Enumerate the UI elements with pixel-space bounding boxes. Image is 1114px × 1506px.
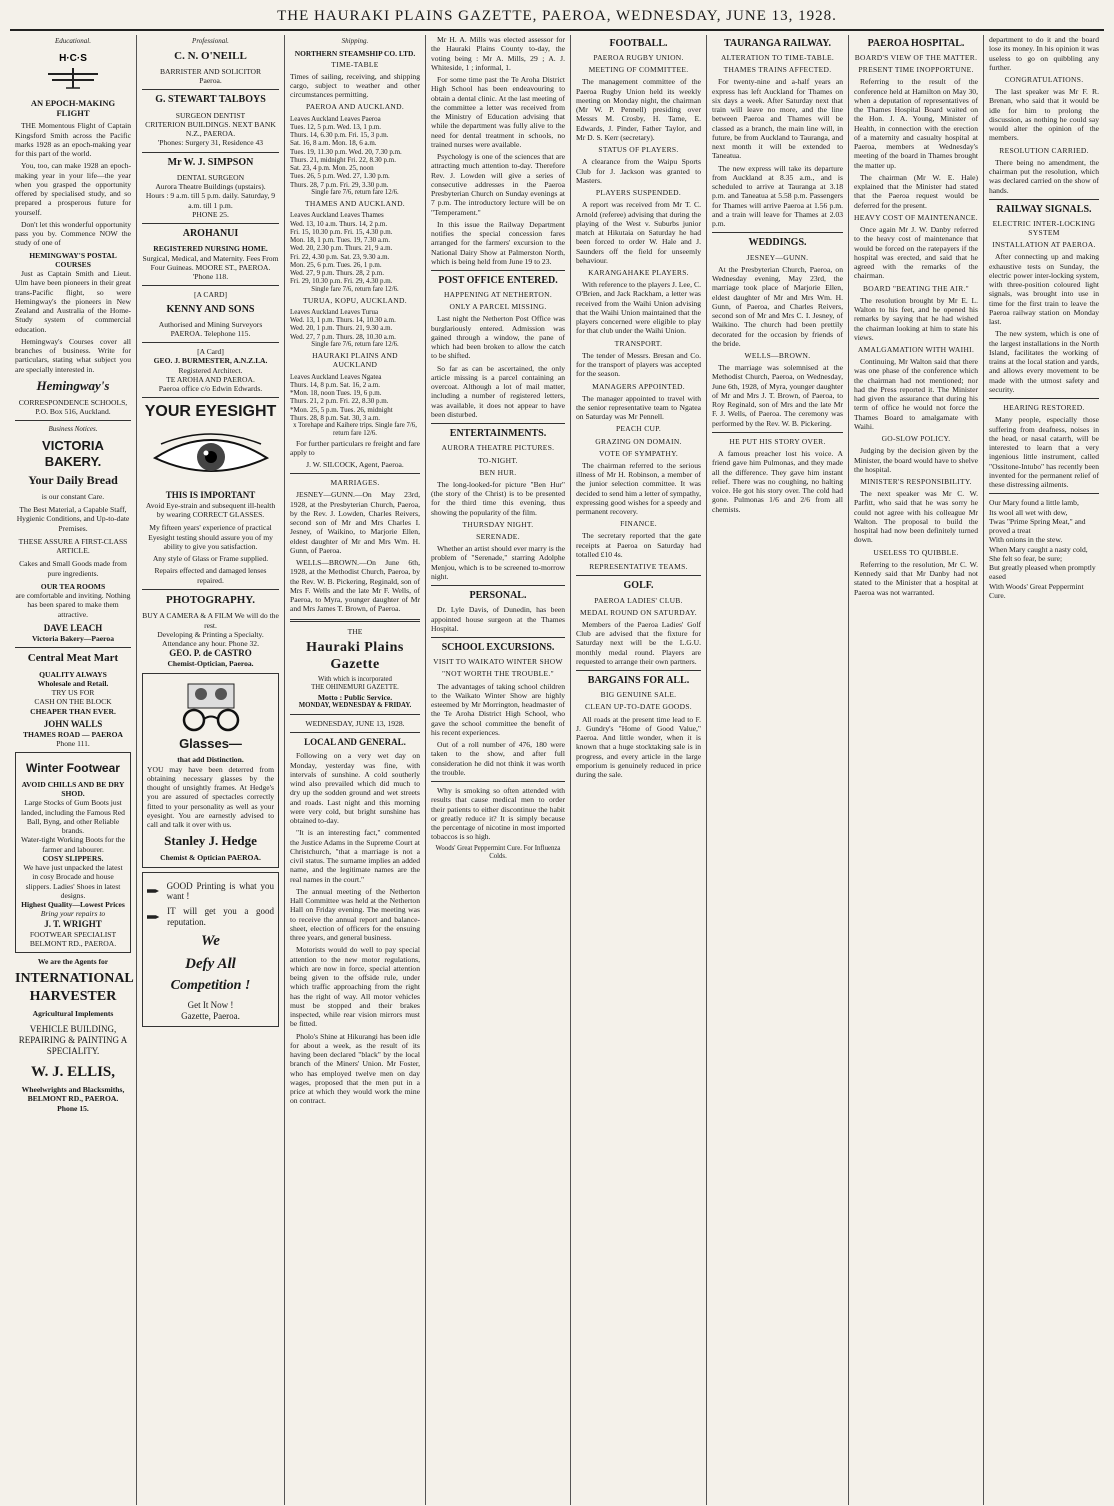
arohanui-name: AROHANUI xyxy=(182,228,239,240)
schedule-row: Thurs. 28, 8 p.m. Sat. 30, 3 a.m. xyxy=(290,413,381,422)
hospital-title: PAEROA HOSPITAL. xyxy=(867,38,965,49)
c7-p8: Referring to the resolution, Mr C. W. Kennedy said that Mr Danby had not stated to the Minister that a hospital at Paeroa was not warranted. xyxy=(854,559,978,597)
hedge-ad xyxy=(142,673,279,868)
resolution-title: RESOLUTION CARRIED. xyxy=(999,145,1089,155)
c5-p4: With reference to the players J. Lee, C. O'Brien, and Jack Rackham, a letter was received from the Waihi Union advising that the Waihi Union maintained that the players concerned were eligible to play for that club under the Waihi Union. xyxy=(576,280,701,336)
heavy-title: HEAVY COST OF MAINTENANCE. xyxy=(854,212,978,222)
c8-p4: After connecting up and making exhaustive tests on Sunday, the electric power inter-locking system, with three-position coloured light signals, was brought into use in time for the first train to leave the Paeroa railway station on Monday last. xyxy=(989,252,1099,327)
oneill-town: Paeroa. xyxy=(199,76,222,86)
talboys-title: SURGEON DENTIST xyxy=(175,110,246,120)
printing-line-2 xyxy=(147,906,274,928)
poem-line-7: But greatly pleased when promptly eased xyxy=(989,563,1096,582)
card-label-2: [A Card] xyxy=(197,347,224,357)
thursday-title: THURSDAY NIGHT. xyxy=(462,519,534,529)
eye-illustration xyxy=(142,428,279,484)
bakery-assure: THESE ASSURE A FIRST-CLASS ARTICLE. xyxy=(18,536,128,556)
meat-title: Central Meat Mart xyxy=(27,652,119,665)
walls-phone: Phone 111. xyxy=(56,739,90,749)
tka-schedule xyxy=(290,308,420,341)
dave-leach: DAVE LEACH xyxy=(43,622,103,633)
goslow-title: GO-SLOW POLICY. xyxy=(881,434,951,444)
bakery-best: The Best Material, a Capable Staff, Hygienic Conditions, and Up-to-date Premises. xyxy=(16,505,130,533)
ellis-name: W. J. ELLIS, xyxy=(30,1063,116,1080)
geo-title: Registered Architect. xyxy=(178,365,243,375)
c8-p2: The last speaker was Mr F. R. Brenan, who said that it would be idle for him to prolong the discussion, as nothing he could say would alter the opinion of the members. xyxy=(989,87,1099,143)
schedule-row: Thurs. 14, 6.30 p.m. Fri. 15, 3 p.m. xyxy=(290,131,389,140)
schedule-row: *Mon. 18, noon Tues. 19, 6 p.m. xyxy=(290,389,382,397)
issue-date: WEDNESDAY, JUNE 13, 1928. xyxy=(305,719,405,729)
poem-line-4: With onions in the stew. xyxy=(989,535,1063,545)
gazette-ohine: THE OHINEMURI GAZETTE. xyxy=(311,684,399,692)
school-title: SCHOOL EXCURSIONS. xyxy=(441,642,555,654)
section-educational: Educational. xyxy=(55,37,91,45)
c5-p9: Members of the Paeroa Ladies' Golf Club are advised that the fixture for Saturday next will be the L.G.U. monthly medal round. Players are requested to arrange their own partners. xyxy=(576,619,701,666)
local-1: Following on a very wet day on Monday, yesterday was fine, with intervals of sunshine. A cold southerly wind also prevailed which did much to dry up the sodden ground and wet streets and roads. Last night and this morning were very cold, but bright sunshine has obtained to-day. xyxy=(290,751,420,826)
flight-p1: THE Momentous Flight of Captain Kingsford Smith across the Pacific marks 1928 as an epoch-making year for this part of the world. xyxy=(15,121,131,158)
agri-impl: Agricultural Implements xyxy=(32,1008,114,1018)
gazette-paeroa: Gazette, Paeroa. xyxy=(181,1011,240,1022)
hedge-title: Chemist & Optician PAEROA. xyxy=(160,853,261,863)
nsc-title: NORTHERN STEAMSHIP CO. LTD. xyxy=(294,48,416,58)
arohanui-info: Surgical, Medical, and Maternity. Fees From Four Guineas. MOORE ST., PAEROA. 'Phone 118. xyxy=(142,253,279,281)
ta-schedule xyxy=(290,211,420,285)
winter-stocks: Large Stocks of Gum Boots just landed, including the Famous Red Ball, Byng, and other Reliable brands. xyxy=(21,798,125,836)
winter-title: Winter Footwear xyxy=(26,761,120,776)
winter-highest: Highest Quality—Lowest Prices xyxy=(21,900,125,910)
local-title: LOCAL AND GENERAL. xyxy=(304,737,406,748)
eye-fifteen: My fifteen years' experience of practical Eyesight testing should assure you of my ability to give you satisfaction. xyxy=(148,523,273,551)
flight-p3: Don't let this wonderful opportunity pass you by. Commence NOW the study of one of xyxy=(15,219,131,248)
hemingway-firm: Hemingway's xyxy=(36,377,110,393)
oneill-name: C. N. O'NEILL xyxy=(174,49,247,62)
eye-repairs: Repairs effected and damaged lenses repaired. xyxy=(154,566,267,585)
printing-line-1 xyxy=(147,881,274,903)
silcock-agent: J. W. SILCOCK, Agent, Paeroa. xyxy=(306,460,404,470)
transport-title: TRANSPORT. xyxy=(614,338,663,348)
schedule-row: Thurs. 14, 8 p.m. Sat. 16, 2 a.m. xyxy=(290,380,381,389)
geo-towns: TE AROHA AND PAEROA. xyxy=(166,374,255,384)
c6-p5: A famous preacher lost his voice. A friend gave him Pulmonas, and they made all the difference. They gave him instant relief. There was no coughing, no halting voice. He got his story over. The cold had gone. Pulmonas 1/6 and 2/6 from all chemists. xyxy=(712,449,843,514)
glasses-sub: that add Distinction. xyxy=(177,755,244,765)
story-title: HE PUT HIS STORY OVER. xyxy=(729,436,826,446)
poem-line-6: She felt so fear, be sure; xyxy=(989,553,1063,563)
flight-p5: Hemingway's Courses cover all branches of business. Write for particulars, stating what subject you are specially interested in. xyxy=(15,336,131,374)
photo-buy: BUY A CAMERA & A FILM We will do the rest. xyxy=(142,611,279,630)
kara-title: KARANGAHAKE PLAYERS. xyxy=(588,268,689,277)
tka-fare: Single fare 7/6, return fare 12/6. xyxy=(311,340,399,348)
schedule-row: Thurs. 21, 2 p.m. Fri. 22, 8.30 p.m. xyxy=(290,397,389,406)
simpson-phone: PHONE 25. xyxy=(192,209,229,219)
eyesight-title: YOUR EYESIGHT xyxy=(144,403,277,421)
meat-cheaper: CHEAPER THAN EVER. xyxy=(30,706,116,716)
hemingway-addr: P.O. Box 516, Auckland. xyxy=(35,406,111,416)
column-6 xyxy=(707,35,849,1505)
vehicle-building: VEHICLE BUILDING, REPAIRING & PAINTING A SPECIALITY. xyxy=(18,1023,128,1056)
eye-icon xyxy=(151,428,271,484)
pointing-hand-icon xyxy=(147,912,161,922)
schedule-row: *Mon. 25, 5 p.m. Tues. 26, midnight xyxy=(290,405,393,414)
jesney-gunn-title: JESNEY—GUNN. xyxy=(746,252,809,262)
hedge-name: Stanley J. Hedge xyxy=(164,833,257,849)
signals-title: RAILWAY SIGNALS. xyxy=(996,203,1092,215)
biplane-icon xyxy=(38,50,108,94)
weddings-title: WEDDINGS. xyxy=(748,237,807,249)
schedule-row: Fri. 29, 10.30 p.m. Fri. 29, 4.30 p.m. xyxy=(290,277,393,286)
winter-cosy2: We have just unpacked the latest in cosy Brocade and house slippers. Ladies' Shoes in latest designs. xyxy=(23,863,123,900)
talboys-addr: CRITERION BUILDINGS. NEXT BANK N.Z., PAEROA. xyxy=(145,119,276,139)
bread-sub: is our constant Care. xyxy=(41,491,105,501)
simpson-hours: Hours : 9 a.m. till 5 p.m. daily. Saturday, 9 a.m. till 1 p.m. xyxy=(145,191,276,210)
c7-p6: Judging by the decision given by the Minister, the board would have to shelve the hospital. xyxy=(854,446,978,474)
ta-fare: Single fare 7/6, return fare 12/6. xyxy=(311,285,399,293)
geo-name: GEO. J. BURMESTER, A.N.Z.I.A. xyxy=(153,356,268,366)
column-5 xyxy=(571,35,707,1505)
boards-title: BOARD'S VIEW OF THE MATTER. xyxy=(854,53,978,63)
schedule-row: Wed. 13, 1 p.m. Thurs. 14, 10.30 a.m. xyxy=(290,316,396,325)
printing-good: GOOD Printing is what you want ! xyxy=(166,880,274,902)
meat-try: TRY US FOR xyxy=(51,688,95,698)
schedule-row: Fri. 22, 4.30 p.m. Sat. 23, 9.30 a.m. xyxy=(290,252,390,261)
eye-avoid: Avoid Eye-strain and subsequent ill-health by wearing CORRECT GLASSES. xyxy=(145,500,276,520)
local-5: Pholo's Shine at Hikurangi has been idle for about a week, as the result of its having been declared "black" by the local branch of the Miners' Union. Mr Foster, who has employed twelve men on day wages, proposed that the men put in a price at which they would work the mine on contract. xyxy=(290,1031,420,1106)
bakery-title: VICTORIA BAKERY. xyxy=(42,437,104,469)
post-office-sub2: ONLY A PARCEL MISSING. xyxy=(449,302,547,312)
section-shipping: Shipping. xyxy=(341,37,369,45)
schedule-row: Wed. 27, 7 p.m. Thurs. 28, 10.30 a.m. xyxy=(290,332,396,341)
winter-water: Water-tight Working Boots for the farmer and labourer. xyxy=(21,835,125,854)
peach-title: PEACH CUP. xyxy=(615,424,662,434)
schedule-row: Sat. 23, 4 p.m. Mon. 25, noon xyxy=(290,164,374,173)
local-3: The annual meeting of the Netherton Hall Committee was held at the Netherton Hall on Friday evening. The meeting was to receive the annual report and balance-sheet, election of officers for the ensuing three years, and general business. xyxy=(290,886,420,943)
get-it-now: Get It Now ! xyxy=(187,1000,234,1011)
c4-p11: Out of a roll number of 476, 180 were taken to the show, and after full consideration he did not think it was worth the trouble. xyxy=(431,740,565,777)
c8-p1: department to do it and the board lose its money. In his opinion it was useless to go on quibbling any further. xyxy=(989,35,1099,72)
schedule-row: Wed. 20, 1 p.m. Thurs. 21, 9.30 a.m. xyxy=(290,324,393,333)
bakery-tea2: are comfortable and inviting. Nothing has been spared to make them attractive. xyxy=(15,591,131,619)
kenny-name: KENNY AND SONS xyxy=(166,303,255,315)
personal-title: PERSONAL. xyxy=(469,590,527,602)
masthead: THE HAURAKI PLAINS GAZETTE, PAEROA, WEDNESDAY, JUNE 13, 1928. xyxy=(10,8,1104,31)
column-8 xyxy=(984,35,1104,1505)
courses-title: HEMINGWAY'S POSTAL COURSES xyxy=(29,250,117,269)
schedule-row: Leaves Auckland Leaves Paeroa xyxy=(290,114,381,123)
spectacles-icon xyxy=(166,682,256,732)
kenny-info: Authorised and Mining Surveyors PAEROA. Telephone 115. xyxy=(158,319,263,338)
post-office-sub: HAPPENING AT NETHERTON. xyxy=(443,290,553,300)
school-sub2: "NOT WORTH THE TROUBLE." xyxy=(442,669,554,679)
marriage-2: WELLS—BROWN.—On June 6th, 1928, at the Methodist Church, Paeroa, by the Rev. W. B. Pickering, Reginald, son of Mrs F. Wells and the late Mr F. Wells, of Paeroa, to Myra, younger daughter of Mr and Mrs James T. Brown, of Paeroa. xyxy=(290,558,420,614)
column-2 xyxy=(137,35,285,1505)
c8-p5: The new system, which is one of the largest installations in the North Island, facilitates the working of trains at the local station and yards, and allows every movement to be made with the utmost safety and security. xyxy=(989,329,1099,394)
meat-quality: QUALITY ALWAYS xyxy=(39,669,107,679)
wright-name: J. T. WRIGHT xyxy=(44,918,102,929)
beating-title: BOARD "BEATING THE AIR." xyxy=(862,283,970,293)
benhur-title: BEN HUR. xyxy=(479,467,517,477)
hcs-logo xyxy=(15,50,131,94)
john-walls: JOHN WALLS xyxy=(43,718,103,729)
present-title: PRESENT TIME INOPPORTUNE. xyxy=(858,65,974,75)
c7-p4: The resolution brought by Mr E. L. Walton to his feet, and he opened his remarks by saying that he had wished the chairman looking at him to state his views. xyxy=(854,295,978,342)
card-label-1: [A CARD] xyxy=(193,290,228,300)
tauranga-title: TAURANGA RAILWAY. xyxy=(723,38,832,49)
schedule-row: Wed. 27, 9 p.m. Thurs. 28, 2 p.m. xyxy=(290,269,384,278)
amalg-title: AMALGAMATION WITH WAIHI. xyxy=(857,345,975,354)
ellis-trade: Wheelwrights and Blacksmiths, xyxy=(21,1085,125,1095)
we-text: We xyxy=(201,933,220,950)
local-2: "It is an interesting fact," commented the Justice Adams in the Supreme Court at Christchurch, "that a marriage is not a civil status. The surname implies an added name, and the legitimate names are the real names in the court." xyxy=(290,828,420,884)
hcs-logo-text: H·C·S xyxy=(59,52,87,64)
rep-title: REPRESENTATIVE TEAMS. xyxy=(589,562,688,572)
intl-harvester: INTERNATIONAL HARVESTER xyxy=(15,971,134,1004)
columns xyxy=(10,35,1104,1505)
c8-p6: Many people, especially those suffering from deafness, noises in the head, or nasal catarrh, will be interested to learn that a very ingenious little instrument, called "Ossitone-Intubo" has recently been invented for the permanent relief of these distressing ailments. xyxy=(989,415,1099,490)
school-sub: VISIT TO WAIKATO WINTER SHOW xyxy=(433,657,563,667)
local-4: Motorists would do well to pay special attention to the new motor regulations, which are now in force, special attention being given to the offside rule, under which traffic approaching from the right has the right of way. All motor vehicles must be stopped and their brakes inspected, while rear vision mirrors must be fitted. xyxy=(290,945,420,1029)
glasses-title: Glasses— xyxy=(179,735,242,751)
c5-p10: All roads at the present time lead to F. J. Gundry's "Home of Good Value," Paeroa. And little wonder, when it is known that a huge stocktaking sale is in progress, and every article in the large emporium is genuinely reduced in price during the sale. xyxy=(576,714,701,780)
pa-fare: Single fare 7/6, return fare 12/6. xyxy=(311,188,399,196)
gazette-logo: Hauraki Plains Gazette xyxy=(306,639,404,673)
hearing-title: HEARING RESTORED. xyxy=(1003,403,1085,413)
printing-ifyou: IT will get you a good reputation. xyxy=(167,906,274,928)
tonight-title: TO-NIGHT. xyxy=(478,455,518,465)
c4-p3: Psychology is one of the sciences that are attracting much attention to-day. Therefore Rev. J. Lowden will give a series of consecutive addresses in the Paeroa Presbyterian Church on Sunday evenings at 7 p.m. The introductory lecture will be on "Temperament." xyxy=(431,152,565,217)
c4-p6: So far as can be ascertained, the only article missing is a parcel containing an overcoat. Although a lot of mail matter, including a number of registered letters, was available, it does not appear to have been disturbed. xyxy=(431,363,565,419)
hemingway-firm2: CORRESPONDENCE SCHOOLS, xyxy=(18,397,128,407)
schedule-row: Thurs. 21, midnight Fri. 22, 8.30 p.m. xyxy=(290,155,396,164)
electric-title: ELECTRIC INTER-LOCKING SYSTEM xyxy=(992,218,1096,238)
c5-p7: The chairman referred to the serious illness of Mr H. Robinson, a member of the junior selection committee. It was decided to send him a letter of sympathy, expressing good wishes for a speedy and permanent recovery. xyxy=(576,460,701,517)
hpa-title: HAURAKI PLAINS AND AUCKLAND xyxy=(312,351,398,370)
flight-p4: Just as Captain Smith and Lieut. Ulm have been pioneers in their great trans-Pacific flight, so were Hemingway's the pioneers in New Zealand and Australia of the Home-Study system of commercial education. xyxy=(15,269,131,334)
schedule-row: Tues. 26, 5 p.m. Wed. 27, 1.30 p.m. xyxy=(290,172,390,181)
schedule-row: Thurs. 28, 7 p.m. Fri. 29, 3.30 p.m. xyxy=(290,180,389,189)
column-3 xyxy=(285,35,426,1505)
c6-p1: For twenty-nine and a-half years an express has left Auckland for Thames on six days a week. After Saturday next that train will leave no more, and the line between Paeroa and Thames will be classed as a branch, the main line will, in future, be from Auckland to Tauranga, and next month it will be extended to Taneatua. xyxy=(712,77,843,161)
c4-p5: Last night the Netherton Post Office was burglariously entered. Admission was gained through a window, the pane of which had been broken to allow the catch to be shifted. xyxy=(431,314,565,361)
bread-title: Your Daily Bread xyxy=(28,473,118,488)
pa-schedule xyxy=(290,115,420,189)
hpa-schedule xyxy=(290,373,420,423)
serenade-title: SERENADE. xyxy=(476,531,520,541)
further-particulars: For further particulars re freight and fare apply to xyxy=(290,438,420,457)
glasses-text: YOU may have been deterred from obtaining necessary glasses by the thought of unsightly frames. At Hedge's you are assured of spectacles correctly fitted to your personality as well as your eyesight. You are earnestly advised to call and talk it over with us. xyxy=(147,764,274,830)
aurora-title: AURORA THEATRE PICTURES. xyxy=(441,443,555,453)
pa-title: PAEROA AND AUCKLAND. xyxy=(305,102,405,112)
schedule-row: Sat. 16, 8 a.m. Mon. 18, 6 a.m. xyxy=(290,139,377,148)
bakery-tea: OUR TEA ROOMS xyxy=(40,581,106,591)
castro-name: GEO. P. de CASTRO xyxy=(169,648,252,659)
schedule-row: Leaves Auckland Leaves Ngatea xyxy=(290,372,382,381)
schedule-row: Leaves Auckland Leaves Turua xyxy=(290,307,379,316)
c7-p7: The next speaker was Mr C. W. Parfitt, who said that he was sorry he could not agree with his colleague Mr Walton. The proposal to build the hospital had now been definitely turned down. xyxy=(854,489,978,545)
photo-dev: Developing & Printing a Specialty. Attendance any hour. Phone 32. xyxy=(157,629,264,649)
important-title: THIS IS IMPORTANT xyxy=(165,489,256,500)
useless-title: USELESS TO QUIBBLE. xyxy=(873,547,959,557)
headline-flight: AN EPOCH-MAKING FLIGHT xyxy=(30,97,116,118)
c7-p2: The chairman (Mr W. E. Hale) explained that the Minister had stated that the Paeroa request would be deferred for the present. xyxy=(854,172,978,210)
woods-cure: Woods' Great Peppermint Cure. For Influenza Colds. xyxy=(435,844,561,860)
poem-line-5: When Mary caught a nasty cold, xyxy=(989,544,1088,554)
grazing-title: GRAZING ON DOMAIN. xyxy=(595,436,682,446)
schedule-row: Wed. 20, 2.30 p.m. Thurs. 21, 9 a.m. xyxy=(290,244,393,253)
agents-title: We are the Agents for xyxy=(37,957,109,967)
c5-p2: A clearance from the Waipu Sports Club for J. Jackson was granted to Masters. xyxy=(576,157,701,185)
c5-p3: A report was received from Mr T. C. Arnold (referee) advising that during the playing of the West v. Suburbs junior match at Hikutaia on Saturday he had been forced to order W. Hale and J. Saunders off the field for unseemly behaviour. xyxy=(576,200,701,265)
thames-road: THAMES ROAD — PAEROA xyxy=(22,729,124,739)
hpa-note: x Torehape and Kaihere trips. Single fare 7/6, return fare 12/6. xyxy=(293,422,417,438)
schedule-row: Wed. 13, 10 a.m. Thurs. 14, 2 p.m. xyxy=(290,219,388,228)
footwear-ad xyxy=(15,752,131,953)
the-label: THE xyxy=(347,626,363,636)
meeting-title: MEETING OF COMMITTEE. xyxy=(588,65,689,75)
wells-brown-title: WELLS—BROWN. xyxy=(744,351,811,361)
c7-p1: Referring to the result of the conference held at Hamilton on May 30, when a deputation of representatives of the Thames Hospital Board waited on the Hon. J. A. Young, Minister of Health, in connection with the erection of a maternity and casualty hospital at Paeroa, members at Wednesday's meeting of the board in Thames brought the matter up. xyxy=(854,77,978,170)
winter-cosy: COSY SLIPPERS. xyxy=(42,853,104,863)
c5-p1: The management committee of the Paeroa Rugby Union held its weekly meeting on Monday night, the chairman (Mr W. P. Pennell) presiding over Messrs M. Crosby, H. Tame, E. Edwards, J. Pinder, Father Taylor, and Mr D. S. Kerr (secretary). xyxy=(576,77,701,142)
marriages-title: MARRIAGES. xyxy=(330,478,380,488)
printing-ad xyxy=(142,872,279,1027)
castro-title: Chemist-Optician, Paeroa. xyxy=(167,659,254,669)
c4-p8: Whether an artist should ever marry is the problem of "Serenade," starring Adolphe Menjou, which is to be screened to-morrow night. xyxy=(431,544,565,581)
post-office-title: POST OFFICE ENTERED. xyxy=(438,275,558,286)
c4-p1: Mr H. A. Mills was elected assessor for the Hauraki Plains County to-day, the voting being : Mr A. Mills, 29 ; A. J. Whiteside, 1 ; informal, 1. xyxy=(431,35,565,72)
resp-title: MINISTER'S RESPONSIBILITY. xyxy=(860,477,972,487)
schedule-row: Fri. 15, 10.30 p.m. Fri. 15, 4.30 p.m. xyxy=(290,227,393,236)
wright-title: FOOTWEAR SPECIALIST xyxy=(29,929,117,939)
column-1 xyxy=(10,35,137,1505)
football-title: FOOTBALL. xyxy=(609,38,668,49)
c6-p4: The marriage was solemnised at the Methodist Church, Paeroa, on Wednesday, June 6th, 1928, of Myra, younger daughter of Mr and Mrs J. T. Brown, of Paeroa, to Roy Reginald, son of Mrs and the late Mr F. J. Wells, of Paeroa. The ceremony was performed by the Rev. W. B. Pickering. xyxy=(712,363,843,428)
c6-p3: At the Presbyterian Church, Paeroa, on Wednesday evening, May 23rd, the marriage took place of Marjorie Ellen, eldest daughter of Mr and Mrs Wm. H. Gunn, of Paeroa, and Charles Reivers, second son of Mr and Mrs C. I. Jesney, of Waikino. The church had been prettily decorated for the occasion by friends of the bride. xyxy=(712,264,843,348)
poem-line-2: Its wool all wet with dew, xyxy=(989,507,1068,517)
c7-p3: Once again Mr J. W. Danby referred to the heavy cost of maintenance that would be forced on the ratepayers if the hospital was erected, and said that he agreed with the remarks of the chairman. xyxy=(854,225,978,281)
winter-avoid: AVOID CHILLS AND BE DRY SHOD. xyxy=(21,779,125,799)
photo-title: PHOTOGRAPHY. xyxy=(166,593,255,606)
finance-title: FINANCE. xyxy=(620,519,657,529)
comp-text: Competition ! xyxy=(170,977,251,993)
oneill-title: BARRISTER AND SOLICITOR xyxy=(159,66,262,76)
ladies-title: PAEROA LADIES' CLUB. xyxy=(594,595,683,605)
c6-p2: The new express will take its departure from Auckland at 8.35 a.m., and is scheduled to arrive at Tauranga at 3.18 p.m. and Taneatua at 5.58 p.m. Passengers for Thames will arrive Paeroa at 1.56 p.m. and a train will leave for Thames at 2.03 p.m. xyxy=(712,163,843,229)
simpson-addr: Aurora Theatre Buildings (upstairs). xyxy=(155,182,266,192)
schedule-row: Tues. 19, 11.30 p.m. Wed. 20, 7.30 p.m. xyxy=(290,147,402,156)
talboys-phones: 'Phones: Surgery 31, Residence 43 xyxy=(157,138,264,148)
geo-office: Paeroa office c/o Edwin Edwards. xyxy=(158,384,263,394)
c4-p9: Dr. Lyle Davis, of Dunedin, has been appointed house surgeon at the Thames Hospital. xyxy=(431,605,565,633)
pointing-hand-icon xyxy=(147,886,161,896)
glasses-illustration xyxy=(147,682,274,732)
cong-title: CONGRATULATIONS. xyxy=(1004,75,1084,84)
bargains-title: BARGAINS FOR ALL. xyxy=(587,675,690,687)
rugby-title: PAEROA RUGBY UNION. xyxy=(593,53,684,63)
schedule-row: Mon. 25, 6 p.m. Tues. 26, 1 p.m. xyxy=(290,260,382,269)
c5-p6: The manager appointed to travel with the senior representative team to Ngatea on Saturday was Mr Pennell. xyxy=(576,393,701,422)
meat-cash: CASH ON THE BLOCK xyxy=(34,697,112,707)
meat-whole: Wholesale and Retail. xyxy=(37,678,109,688)
simpson-name: Mr W. J. SIMPSON xyxy=(167,156,254,168)
poem-line-8: With Woods' Great Peppermint Cure. xyxy=(989,581,1084,600)
flight-p2: You, too, can make 1928 an epoch-making year in your life—the year when you grasped the opportunity offered by specialised study, and so prepared a prosperous future for yourself. xyxy=(15,161,131,217)
c8-p3: There being no amendment, the chairman put the resolution, which was declared carried on the show of hands. xyxy=(989,157,1099,195)
tka-title: TURUA, KOPU, AUCKLAND. xyxy=(303,295,407,305)
winter-bring: Bring your repairs to xyxy=(40,909,106,919)
marriage-1: JESNEY—GUNN.—On May 23rd, 1928, at the Presbyterian Church, Paeroa, by the Rev. J. Lowden, Charles Reivers, second son of Mr and Mrs Charles I. Jesney, of Waikino, to Marjorie Ellen, eldest daughter of Mr and Mrs Wm. H. Gunn, of Paeroa. xyxy=(290,490,420,555)
column-4 xyxy=(426,35,571,1505)
c4-p7: The long-looked-for picture "Ben Hur" (the story of the Christ) is to be presented for the third time this evening, thus showing the popularity of the film. xyxy=(431,479,565,517)
c5-p5: The tender of Messrs. Bresan and Co. for the transport of players was accepted for the season. xyxy=(576,350,701,379)
c5-p8: The secretary reported that the gate receipts at Paeroa on Saturday had totalled £10 4s. xyxy=(576,531,701,559)
poem xyxy=(989,498,1099,600)
golf-title: GOLF. xyxy=(623,580,654,592)
schedule-row: Mon. 18, 1 p.m. Tues. 19, 7.30 a.m. xyxy=(290,236,390,245)
clean-title: CLEAN UP-TO-DATE GOODS. xyxy=(585,702,692,712)
ellis-phone: Phone 15. xyxy=(57,1103,89,1113)
eye-style: Any style of Glass or Frame supplied. xyxy=(152,554,269,564)
poem-line-1: Our Mary found a little lamb, xyxy=(989,498,1079,508)
schedule-row: Tues. 12, 5 p.m. Wed. 13, 1 p.m. xyxy=(290,122,382,131)
poem-line-3: Twas "Prime Spring Meat," and proved a treat xyxy=(989,516,1086,536)
install-title: INSTALLATION AT PAEROA. xyxy=(992,240,1096,250)
medal-title: MEDAL ROUND ON SATURDAY. xyxy=(580,607,697,617)
wright-addr: BELMONT RD., PAEROA. xyxy=(29,938,117,948)
c4-p4: In this issue the Railway Department notifies the special concession fares arranged for the farmers' excursion to the National Dairy Show at Palmerston North, which is being held from June 19 to 23. xyxy=(431,219,565,266)
gazette-motto: Motto : Public Service. xyxy=(317,692,393,702)
dave-leach2: Victoria Bakery—Paeroa xyxy=(31,633,115,643)
arohanui-title: REGISTERED NURSING HOME. xyxy=(153,244,268,254)
ta-title: THAMES AND AUCKLAND. xyxy=(305,199,405,209)
schedule-row: Leaves Auckland Leaves Thames xyxy=(290,211,384,220)
section-professional: Professional. xyxy=(192,37,229,45)
c7-p5: Continuing, Mr Walton said that there was one phase of the conference which the chairman had not mentioned; nor had the Press reported it. The Minister had given the assurance that during his term of office he would not force the Thames Board to amalgamate with Waihi. xyxy=(854,357,978,431)
simpson-title: DENTAL SURGEON xyxy=(176,172,245,182)
timetable-note: Times of sailing, receiving, and shipping cargo, subject to weather and other circumstances permitting. xyxy=(290,71,420,100)
gazette-incorp: With which is incorporated xyxy=(318,676,392,684)
ellis-addr: BELMONT RD., PAEROA. xyxy=(27,1094,119,1104)
timetable-title: TIME-TABLE xyxy=(331,59,379,69)
suspended-title: PLAYERS SUSPENDED. xyxy=(595,188,682,198)
entertainments-title: ENTERTAINMENTS. xyxy=(449,428,547,440)
bakery-cakes: Cakes and Small Goods made from pure ingredients. xyxy=(19,559,127,578)
section-business: Business Notices. xyxy=(48,425,98,434)
defy-text: Defy All xyxy=(185,955,236,972)
column-7 xyxy=(849,35,984,1505)
talboys-name: G. STEWART TALBOYS xyxy=(155,94,266,106)
vote-title: VOTE OF SYMPATHY. xyxy=(598,448,679,458)
gazette-days: MONDAY, WEDNESDAY & FRIDAY. xyxy=(298,701,412,709)
status-title: STATUS OF PLAYERS. xyxy=(598,145,679,155)
alteration-title: ALTERATION TO TIME-TABLE. xyxy=(720,53,835,63)
c4-p10: The advantages of taking school children to the Waikato Winter Show are highly esteemed by Mr Morrington, headmaster of the Te Aroha District High School, who gave the school committee the benefit of his recent experiences. xyxy=(431,681,565,737)
c4-p12: Why is smoking so often attended with results that cause medical men to order their patients to either discontinue the habit or greatly reduce it? It is simply because the percentage of nicotine in most imported tobaccos is so high. xyxy=(431,786,565,842)
sale-title: BIG GENUINE SALE. xyxy=(600,690,677,700)
managers-title: MANAGERS APPOINTED. xyxy=(592,381,685,391)
thames-trains-title: THAMES TRAINS AFFECTED. xyxy=(723,65,832,75)
c4-p2: For some time past the Te Aroha District High School has been endeavouring to obtain a dental clinic. At the last meeting of the committee a letter was received from the Ministry of Education advising that while the department was fully alive to the need for dental treatment in schools, no trained nurses were available. xyxy=(431,75,565,149)
